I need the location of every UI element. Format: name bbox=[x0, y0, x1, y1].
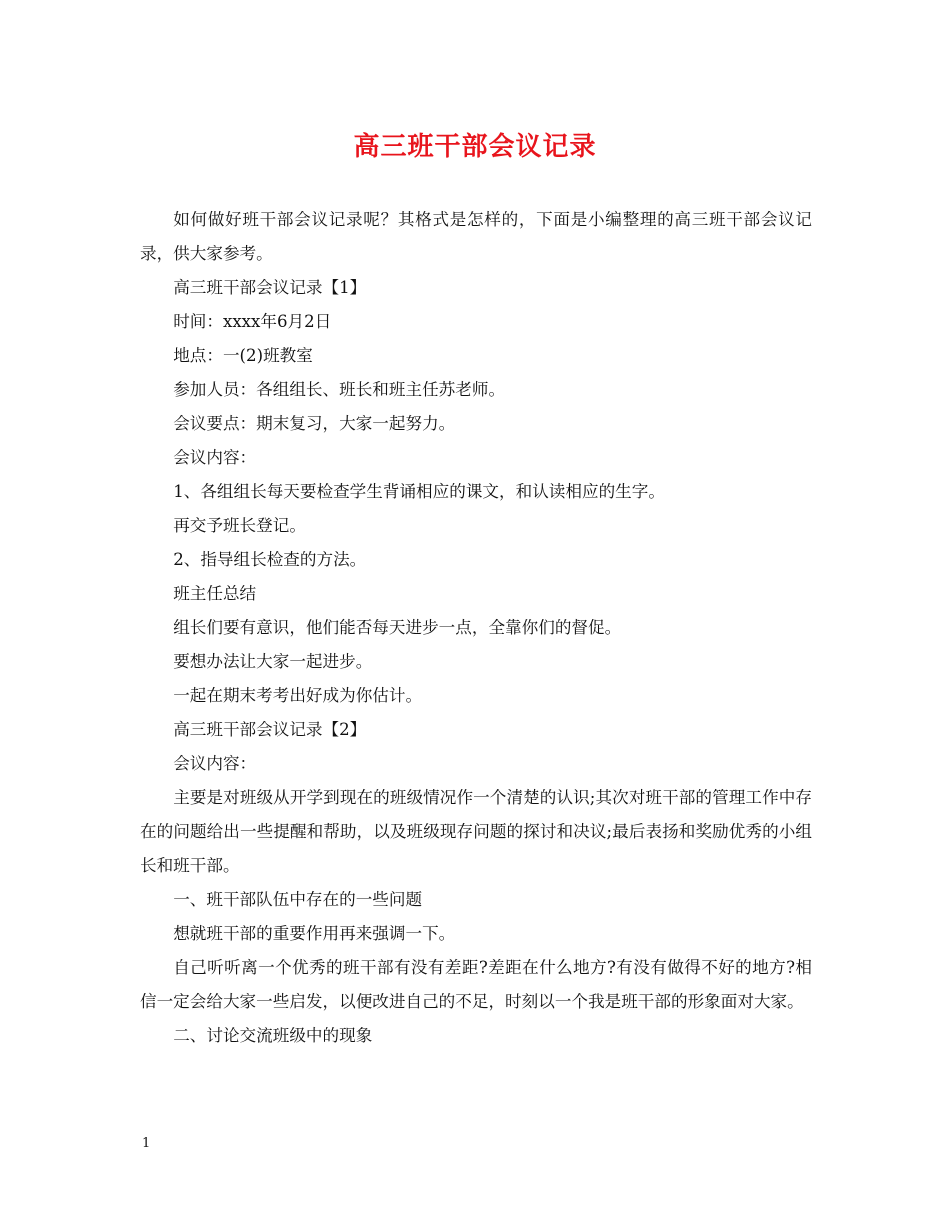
paragraph: 时间：xxxx年6月2日 bbox=[173, 312, 332, 331]
paragraph: 地点：一(2)班教室 bbox=[173, 346, 313, 365]
paragraph: 会议内容： bbox=[173, 754, 257, 773]
paragraph: 主要是对班级从开学到现在的班级情况作一个清楚的认识;其次对班干部的管理工作中存在的问题给出一些提醒和帮助，以及班级现存问题的探讨和决议;最后表扬和奖励优秀的小组长和班干部。 bbox=[140, 788, 812, 875]
paragraph: 再交予班长登记。 bbox=[173, 516, 306, 535]
document-body bbox=[140, 203, 812, 1053]
paragraph: 参加人员：各组组长、班长和班主任苏老师。 bbox=[173, 380, 506, 399]
section-heading: 高三班干部会议记录【2】 bbox=[173, 720, 367, 739]
paragraph: 要想办法让大家一起进步。 bbox=[173, 652, 373, 671]
paragraph: 1、各组组长每天要检查学生背诵相应的课文，和认读相应的生字。 bbox=[173, 482, 665, 501]
paragraph: 会议内容： bbox=[173, 448, 257, 467]
document-title: 高三班干部会议记录 bbox=[353, 132, 597, 162]
paragraph: 想就班干部的重要作用再来强调一下。 bbox=[173, 924, 456, 943]
paragraph: 班主任总结 bbox=[173, 584, 257, 603]
paragraph: 一、班干部队伍中存在的一些问题 bbox=[173, 890, 423, 909]
paragraph: 二、讨论交流班级中的现象 bbox=[173, 1026, 373, 1045]
paragraph: 组长们要有意识，他们能否每天进步一点，全靠你们的督促。 bbox=[173, 618, 622, 637]
paragraph: 自己听听离一个优秀的班干部有没有差距?差距在什么地方?有没有做得不好的地方?相信一定会给大家一些启发，以便改进自己的不足，时刻以一个我是班干部的形象面对大家。 bbox=[140, 958, 812, 1011]
paragraph: 会议要点：期末复习，大家一起努力。 bbox=[173, 414, 456, 433]
paragraph: 一起在期末考考出好成为你估计。 bbox=[173, 686, 423, 705]
section-heading: 高三班干部会议记录【1】 bbox=[173, 278, 367, 297]
paragraph: 如何做好班干部会议记录呢？其格式是怎样的，下面是小编整理的高三班干部会议记录，供大家参考。 bbox=[140, 210, 812, 263]
page-number: 1 bbox=[142, 1136, 151, 1151]
paragraph: 2、指导组长检查的方法。 bbox=[173, 550, 367, 569]
